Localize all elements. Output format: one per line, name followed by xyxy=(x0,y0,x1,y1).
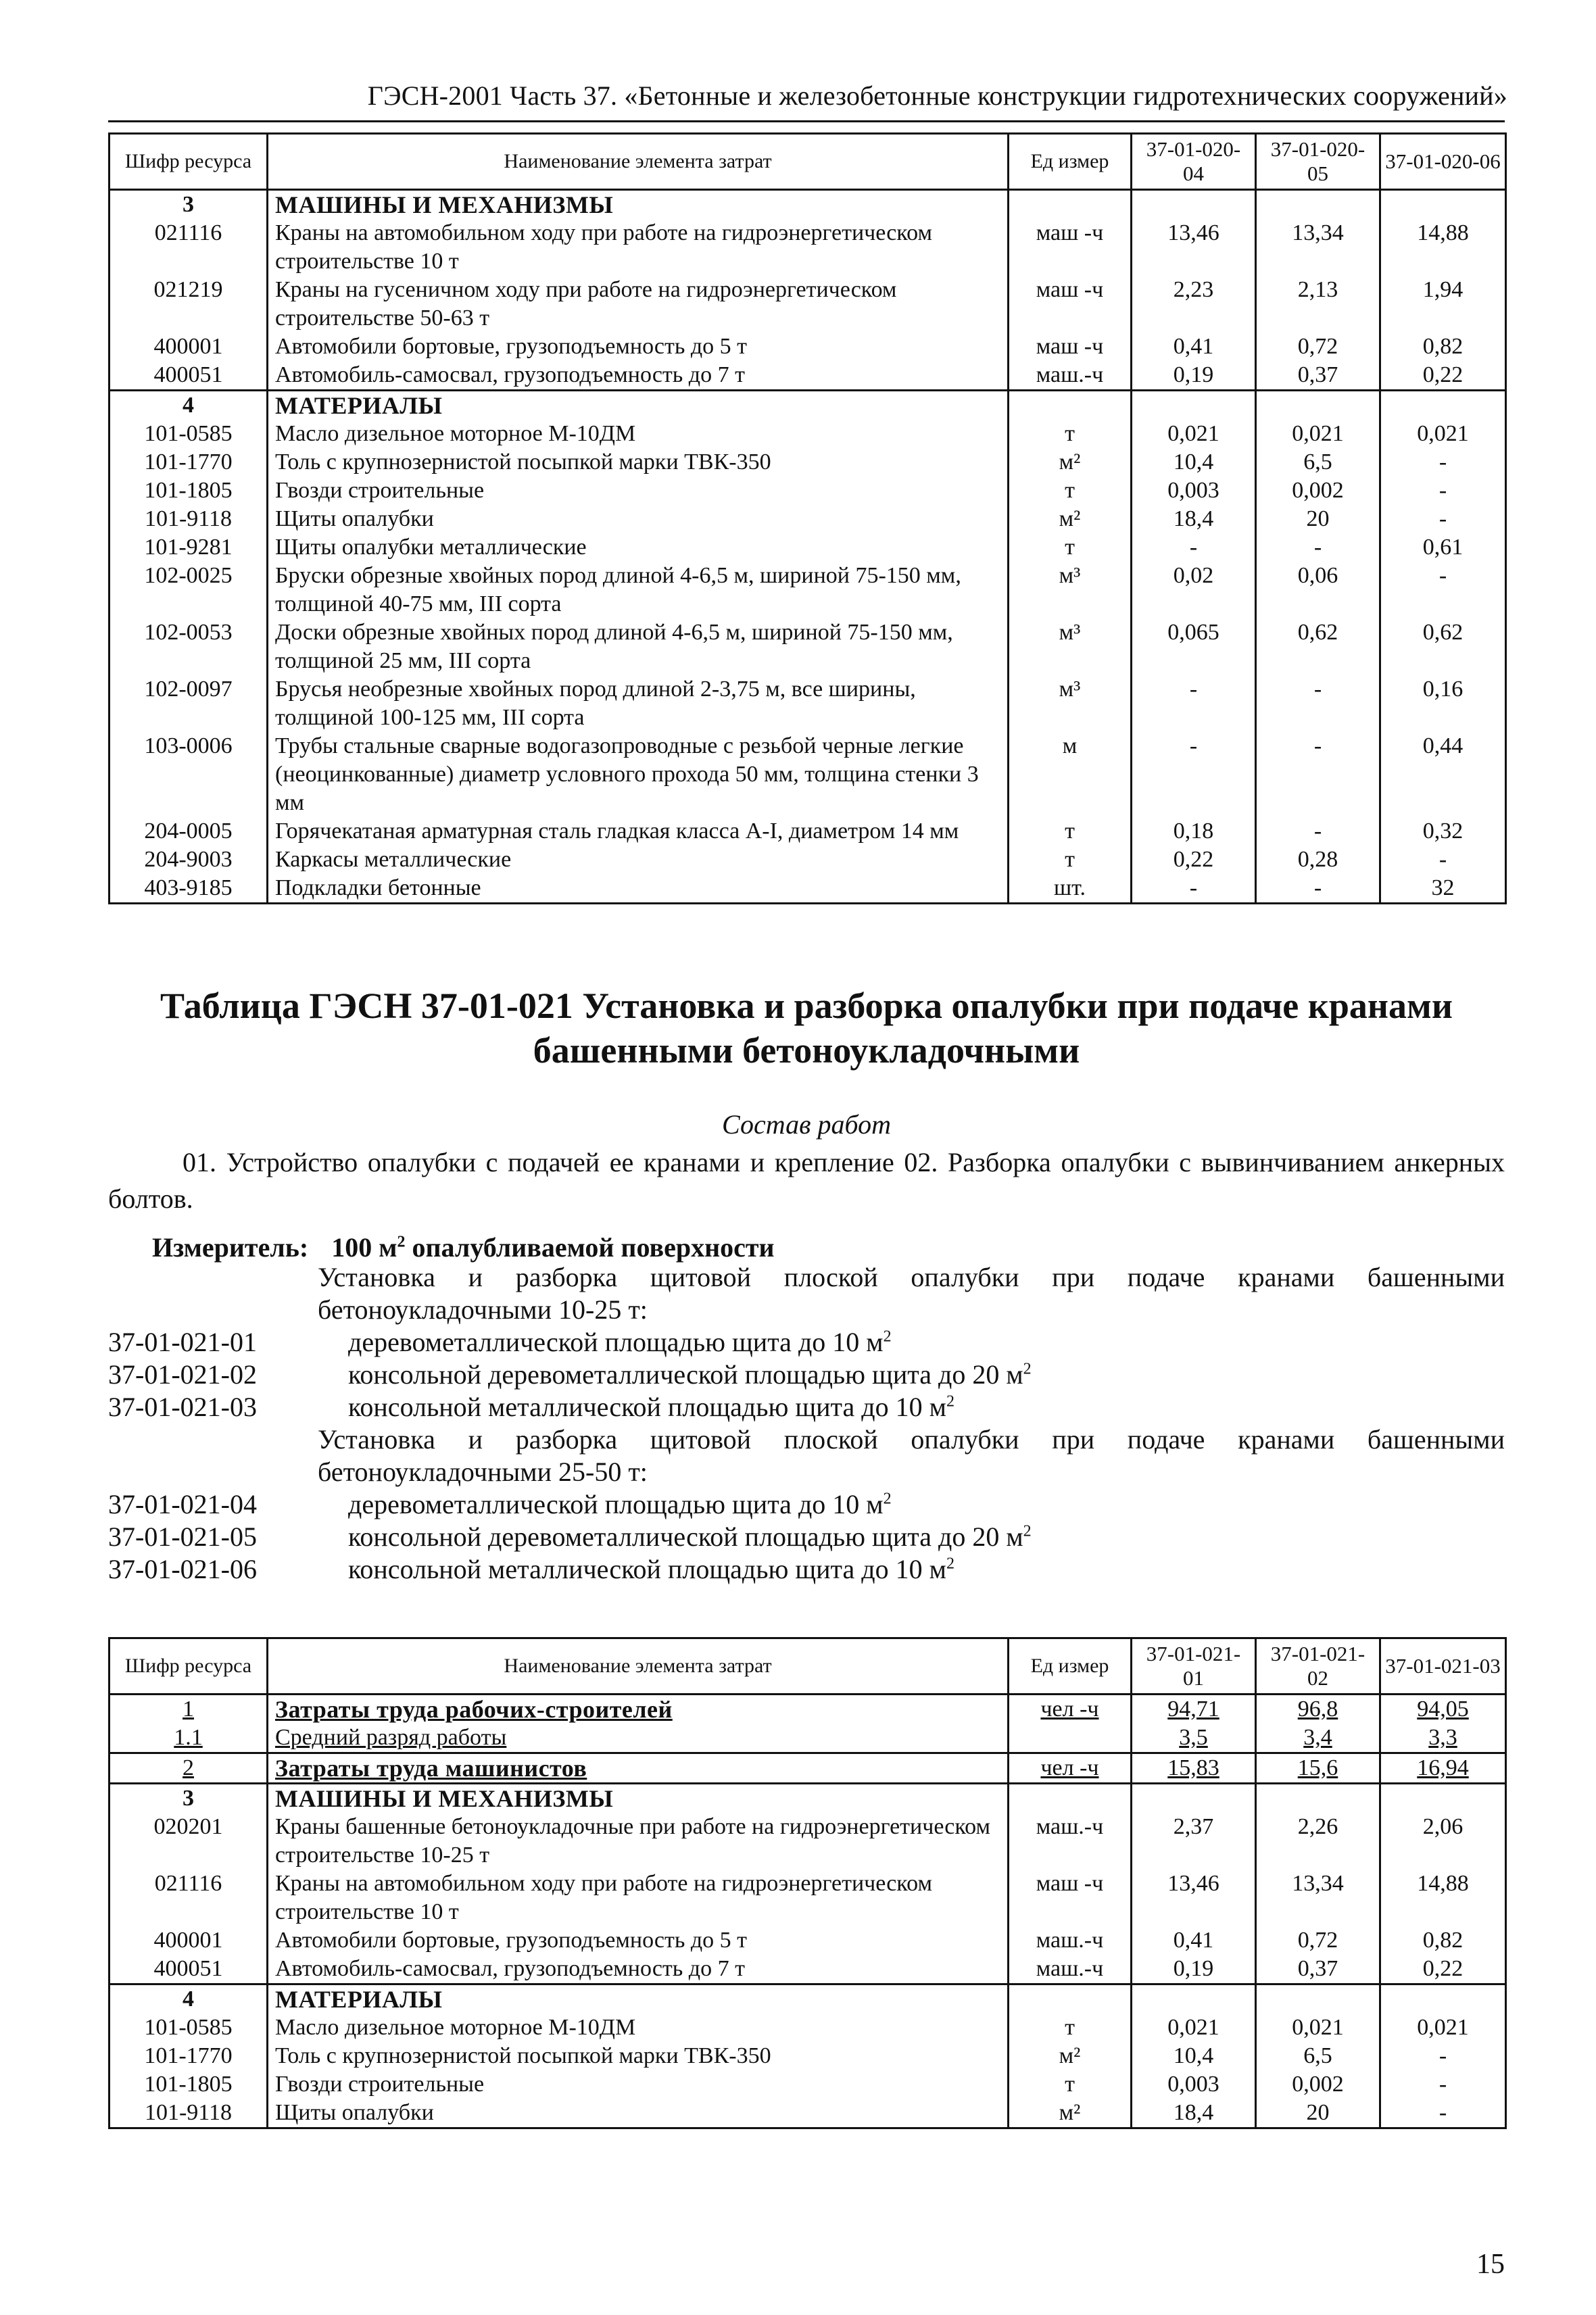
unit-cell: т xyxy=(1009,2014,1132,2042)
page-number: 15 xyxy=(1476,2249,1505,2280)
unit-cell: маш.-ч xyxy=(1009,361,1132,391)
value-cell xyxy=(1380,391,1506,420)
section-row xyxy=(110,190,1506,220)
table-row xyxy=(110,1870,1506,1926)
unit-cell: т xyxy=(1009,846,1132,874)
value-cell: - xyxy=(1132,874,1256,904)
resource-name: Средний разряд работы xyxy=(268,1724,1009,1753)
resource-name: Подкладки бетонные xyxy=(268,874,1009,904)
norm-desc: деревометаллической площадью щита до 10 $м^2$ xyxy=(348,1327,892,1357)
value-cell xyxy=(1256,190,1380,220)
unit-cell: маш -ч xyxy=(1009,1870,1132,1926)
value-cell: 0,72 xyxy=(1256,333,1380,361)
value-cell: 94,05 xyxy=(1380,1695,1506,1724)
resource-name: Доски обрезные хвойных пород длиной 4-6,5 м, шириной 75-150 мм, толщиной 25 мм, III сорта xyxy=(268,618,1009,675)
section-row xyxy=(110,1984,1506,2014)
resource-code: 021116 xyxy=(110,219,268,276)
table-row xyxy=(110,618,1506,675)
resource-code: 101-0585 xyxy=(110,420,268,448)
norm-line xyxy=(108,1391,954,1423)
resource-name: Бруски обрезные хвойных пород длиной 4-6,5 м, шириной 75-150 мм, толщиной 40-75 мм, III сорта xyxy=(268,562,1009,618)
col-header-unit: Ед измер xyxy=(1009,134,1132,190)
norm-code: 37-01-021-04 xyxy=(108,1489,257,1519)
value-cell: 0,61 xyxy=(1380,533,1506,562)
unit-cell: м xyxy=(1009,732,1132,817)
resource-code: 4 xyxy=(110,1984,268,2014)
unit-cell: т xyxy=(1009,2070,1132,2099)
value-cell: 2,26 xyxy=(1256,1813,1380,1870)
value-cell xyxy=(1132,391,1256,420)
table-row xyxy=(110,874,1506,904)
value-cell: 0,82 xyxy=(1380,1926,1506,1955)
value-cell: 0,82 xyxy=(1380,333,1506,361)
value-cell: - xyxy=(1380,477,1506,505)
unit-cell: м³ xyxy=(1009,562,1132,618)
resource-name: Автомобиль-самосвал, грузоподъемность до 7 т xyxy=(268,1955,1009,1984)
composition-text: 01. Устройство опалубки с подачей ее кранами и крепление 02. Разборка опалубки с вывинчиванием анкерных болтов. xyxy=(108,1147,1505,1214)
value-cell: 6,5 xyxy=(1256,448,1380,477)
value-cell: 0,62 xyxy=(1256,618,1380,675)
table-row xyxy=(110,477,1506,505)
resource-code: 3 xyxy=(110,1784,268,1813)
value-cell: 0,02 xyxy=(1132,562,1256,618)
resource-name: Толь с крупнозернистой посыпкой марки ТВК-350 xyxy=(268,2042,1009,2070)
unit-cell xyxy=(1009,190,1132,220)
col-header-norm-3: 37-01-020-06 xyxy=(1380,134,1506,190)
resource-code: 400001 xyxy=(110,1926,268,1955)
value-cell: 0,021 xyxy=(1132,420,1256,448)
value-cell: 0,021 xyxy=(1380,2014,1506,2042)
value-cell: 0,44 xyxy=(1380,732,1506,817)
value-cell: 0,37 xyxy=(1256,1955,1380,1984)
section-row xyxy=(110,1753,1506,1784)
resource-name: Масло дизельное моторное М-10ДМ xyxy=(268,2014,1009,2042)
resource-name: Краны на гусеничном ходу при работе на гидроэнергетическом строительстве 50-63 т xyxy=(268,276,1009,333)
col-header-code: Шифр ресурса xyxy=(110,1638,268,1695)
value-cell: - xyxy=(1256,817,1380,846)
value-cell: 0,22 xyxy=(1380,361,1506,391)
value-cell: 13,34 xyxy=(1256,219,1380,276)
value-cell: 0,22 xyxy=(1380,1955,1506,1984)
norm-code: 37-01-021-05 xyxy=(108,1521,257,1552)
resource-code: 020201 xyxy=(110,1813,268,1870)
norm-desc: консольной металлической площадью щита до 10 $м^2$ xyxy=(348,1554,954,1584)
value-cell: 0,06 xyxy=(1256,562,1380,618)
resource-name: Щиты опалубки металлические xyxy=(268,533,1009,562)
value-cell: - xyxy=(1380,2042,1506,2070)
resource-code: 400051 xyxy=(110,361,268,391)
resource-code: 204-0005 xyxy=(110,817,268,846)
composition-title: Состав работ xyxy=(722,1109,891,1140)
unit-cell: маш.-ч xyxy=(1009,1926,1132,1955)
table-header-row xyxy=(110,1638,1506,1695)
table-row xyxy=(110,420,1506,448)
table-row xyxy=(110,333,1506,361)
value-cell: 32 xyxy=(1380,874,1506,904)
unit-cell: т xyxy=(1009,477,1132,505)
unit-cell: м² xyxy=(1009,2042,1132,2070)
table-header-row xyxy=(110,134,1506,190)
meter-label: Измеритель: xyxy=(152,1232,309,1263)
value-cell xyxy=(1132,1784,1256,1813)
value-cell: 0,32 xyxy=(1380,817,1506,846)
table-row xyxy=(110,562,1506,618)
value-cell: 13,34 xyxy=(1256,1870,1380,1926)
value-cell: 10,4 xyxy=(1132,448,1256,477)
resource-code: 400051 xyxy=(110,1955,268,1984)
table-row xyxy=(110,276,1506,333)
resource-name: МАТЕРИАЛЫ xyxy=(268,391,1009,420)
value-cell: 2,37 xyxy=(1132,1813,1256,1870)
resource-code: 101-1805 xyxy=(110,477,268,505)
norm-line xyxy=(108,1359,1032,1391)
resource-code: 101-9118 xyxy=(110,505,268,533)
unit-cell: маш -ч xyxy=(1009,333,1132,361)
value-cell: 2,23 xyxy=(1132,276,1256,333)
table-row xyxy=(110,2070,1506,2099)
resource-code: 102-0097 xyxy=(110,675,268,732)
resource-name: МАТЕРИАЛЫ xyxy=(268,1984,1009,2014)
norm-desc: консольной деревометаллической площадью щита до 20 $м^2$ xyxy=(348,1359,1032,1390)
value-cell: 0,19 xyxy=(1132,361,1256,391)
value-cell: 3,3 xyxy=(1380,1724,1506,1753)
value-cell: 0,021 xyxy=(1256,2014,1380,2042)
norm-desc: деревометаллической площадью щита до 10 $м^2$ xyxy=(348,1489,892,1519)
unit-cell: маш -ч xyxy=(1009,219,1132,276)
unit-cell: т xyxy=(1009,533,1132,562)
norm-desc: консольной деревометаллической площадью щита до 20 $м^2$ xyxy=(348,1521,1032,1552)
resource-table-2 xyxy=(108,1637,1507,2129)
resource-code: 400001 xyxy=(110,333,268,361)
value-cell: - xyxy=(1132,675,1256,732)
resource-code: 2 xyxy=(110,1753,268,1784)
value-cell: 6,5 xyxy=(1256,2042,1380,2070)
norm-desc: консольной металлической площадью щита до 10 $м^2$ xyxy=(348,1392,954,1422)
table-row xyxy=(110,448,1506,477)
resource-code: 1.1 xyxy=(110,1724,268,1753)
value-cell: 0,002 xyxy=(1256,477,1380,505)
value-cell: 0,72 xyxy=(1256,1926,1380,1955)
value-cell: 3,4 xyxy=(1256,1724,1380,1753)
value-cell: 94,71 xyxy=(1132,1695,1256,1724)
resource-code: 101-9281 xyxy=(110,533,268,562)
norm-line xyxy=(108,1326,892,1359)
value-cell: 0,16 xyxy=(1380,675,1506,732)
norm-code: 37-01-021-06 xyxy=(108,1554,257,1584)
resource-name: МАШИНЫ И МЕХАНИЗМЫ xyxy=(268,190,1009,220)
value-cell: 0,021 xyxy=(1380,420,1506,448)
value-cell: 0,62 xyxy=(1380,618,1506,675)
table-row xyxy=(110,533,1506,562)
value-cell: 0,19 xyxy=(1132,1955,1256,1984)
resource-name: Краны башенные бетоноукладочные при работе на гидроэнергетическом строительстве 10-25 т xyxy=(268,1813,1009,1870)
value-cell xyxy=(1380,190,1506,220)
value-cell: 10,4 xyxy=(1132,2042,1256,2070)
unit-cell: м² xyxy=(1009,505,1132,533)
value-cell xyxy=(1256,1984,1380,2014)
col-header-code: Шифр ресурса xyxy=(110,134,268,190)
table-row xyxy=(110,846,1506,874)
resource-name: Автомобили бортовые, грузоподъемность до 5 т xyxy=(268,1926,1009,1955)
value-cell xyxy=(1380,1984,1506,2014)
value-cell: - xyxy=(1380,2099,1506,2128)
unit-cell: м³ xyxy=(1009,675,1132,732)
resource-code: 403-9185 xyxy=(110,874,268,904)
unit-cell: маш.-ч xyxy=(1009,1813,1132,1870)
value-cell: - xyxy=(1380,2070,1506,2099)
section-row xyxy=(110,391,1506,420)
value-cell: - xyxy=(1256,533,1380,562)
norm-line xyxy=(108,1521,1032,1553)
unit-cell: маш.-ч xyxy=(1009,1955,1132,1984)
col-header-unit: Ед измер xyxy=(1009,1638,1132,1695)
value-cell xyxy=(1132,1984,1256,2014)
col-header-norm-2: 37-01-020-05 xyxy=(1256,134,1380,190)
value-cell xyxy=(1256,391,1380,420)
value-cell: - xyxy=(1380,505,1506,533)
value-cell: 0,003 xyxy=(1132,2070,1256,2099)
resource-name: Горячекатаная арматурная сталь гладкая класса А-I, диаметром 14 мм xyxy=(268,817,1009,846)
value-cell: 3,5 xyxy=(1132,1724,1256,1753)
value-cell: 15,6 xyxy=(1256,1753,1380,1784)
table-row xyxy=(110,1813,1506,1870)
resource-name: МАШИНЫ И МЕХАНИЗМЫ xyxy=(268,1784,1009,1813)
resource-code: 101-1770 xyxy=(110,448,268,477)
col-header-norm-1: 37-01-021-01 xyxy=(1132,1638,1256,1695)
meter-value-sup: 2 xyxy=(397,1233,406,1251)
value-cell: 13,46 xyxy=(1132,1870,1256,1926)
value-cell: 20 xyxy=(1256,505,1380,533)
resource-name: Масло дизельное моторное М-10ДМ xyxy=(268,420,1009,448)
value-cell: 0,065 xyxy=(1132,618,1256,675)
unit-cell: т xyxy=(1009,817,1132,846)
table-row xyxy=(110,1926,1506,1955)
value-cell: 0,41 xyxy=(1132,333,1256,361)
value-cell xyxy=(1380,1784,1506,1813)
resource-name: Гвозди строительные xyxy=(268,477,1009,505)
value-cell: 0,18 xyxy=(1132,817,1256,846)
unit-cell: маш -ч xyxy=(1009,276,1132,333)
table-row xyxy=(110,732,1506,817)
value-cell: - xyxy=(1380,448,1506,477)
table-row xyxy=(110,2042,1506,2070)
section-row xyxy=(110,1695,1506,1724)
table-row xyxy=(110,1955,1506,1984)
resource-code: 101-0585 xyxy=(110,2014,268,2042)
resource-name: Затраты труда рабочих-строителей xyxy=(268,1695,1009,1724)
value-cell: 0,021 xyxy=(1132,2014,1256,2042)
value-cell: - xyxy=(1256,874,1380,904)
value-cell: 16,94 xyxy=(1380,1753,1506,1784)
resource-code: 1 xyxy=(110,1695,268,1724)
value-cell: 0,22 xyxy=(1132,846,1256,874)
group-intro-1: Установка и разборка щитовой плоской опалубки при подаче кранами башенными бетоноукладочными 10-25 т: xyxy=(318,1262,1505,1325)
resource-code: 102-0053 xyxy=(110,618,268,675)
col-header-name: Наименование элемента затрат xyxy=(268,1638,1009,1695)
value-cell: 18,4 xyxy=(1132,505,1256,533)
value-cell: 0,021 xyxy=(1256,420,1380,448)
resource-code: 102-0025 xyxy=(110,562,268,618)
value-cell: - xyxy=(1380,562,1506,618)
value-cell: - xyxy=(1256,732,1380,817)
table-row xyxy=(110,505,1506,533)
value-cell: 14,88 xyxy=(1380,1870,1506,1926)
unit-cell xyxy=(1009,391,1132,420)
resource-code: 3 xyxy=(110,190,268,220)
resource-name: Краны на автомобильном ходу при работе на гидроэнергетическом строительстве 10 т xyxy=(268,219,1009,276)
unit-cell xyxy=(1009,1984,1132,2014)
resource-name: Толь с крупнозернистой посыпкой марки ТВК-350 xyxy=(268,448,1009,477)
value-cell: 20 xyxy=(1256,2099,1380,2128)
value-cell: 96,8 xyxy=(1256,1695,1380,1724)
value-cell: 13,46 xyxy=(1132,219,1256,276)
resource-name: Затраты труда машинистов xyxy=(268,1753,1009,1784)
unit-cell: чел -ч xyxy=(1009,1753,1132,1784)
header-rule xyxy=(108,120,1505,122)
unit-cell: чел -ч xyxy=(1009,1695,1132,1724)
section-row xyxy=(110,1724,1506,1753)
resource-code: 204-9003 xyxy=(110,846,268,874)
value-cell: 2,13 xyxy=(1256,276,1380,333)
unit-cell: м² xyxy=(1009,2099,1132,2128)
table-row xyxy=(110,361,1506,391)
value-cell: 0,002 xyxy=(1256,2070,1380,2099)
running-header: ГЭСН-2001 Часть 37. «Бетонные и железобетонные конструкции гидротехнических сооружений» xyxy=(367,80,1507,111)
value-cell: 15,83 xyxy=(1132,1753,1256,1784)
resource-name: Щиты опалубки xyxy=(268,2099,1009,2128)
meter-value: 100 м xyxy=(331,1232,397,1263)
resource-code: 101-1770 xyxy=(110,2042,268,2070)
value-cell: 14,88 xyxy=(1380,219,1506,276)
value-cell: - xyxy=(1256,675,1380,732)
value-cell: 1,94 xyxy=(1380,276,1506,333)
resource-name: Гвозди строительные xyxy=(268,2070,1009,2099)
value-cell: - xyxy=(1132,533,1256,562)
resource-code: 103-0006 xyxy=(110,732,268,817)
unit-cell xyxy=(1009,1724,1132,1753)
resource-code: 021219 xyxy=(110,276,268,333)
col-header-norm-1: 37-01-020-04 xyxy=(1132,134,1256,190)
value-cell: 0,28 xyxy=(1256,846,1380,874)
unit-cell: шт. xyxy=(1009,874,1132,904)
table-row xyxy=(110,817,1506,846)
value-cell: 2,06 xyxy=(1380,1813,1506,1870)
table-row xyxy=(110,2099,1506,2128)
meter-line xyxy=(152,1232,775,1263)
value-cell xyxy=(1132,190,1256,220)
value-cell: 0,003 xyxy=(1132,477,1256,505)
section-row xyxy=(110,1784,1506,1813)
group-intro-2: Установка и разборка щитовой плоской опалубки при подаче кранами башенными бетоноукладочными 25-50 т: xyxy=(318,1424,1505,1487)
value-cell: - xyxy=(1380,846,1506,874)
table-title: Таблица ГЭСН 37-01-021 Установка и разборка опалубки при подаче кранами башенными бетоноукладочными xyxy=(160,985,1453,1071)
table-row xyxy=(110,675,1506,732)
table-row xyxy=(110,2014,1506,2042)
table-row xyxy=(110,219,1506,276)
resource-code: 101-9118 xyxy=(110,2099,268,2128)
resource-name: Каркасы металлические xyxy=(268,846,1009,874)
norm-code: 37-01-021-03 xyxy=(108,1392,257,1422)
value-cell: 0,37 xyxy=(1256,361,1380,391)
resource-code: 021116 xyxy=(110,1870,268,1926)
resource-name: Автомобиль-самосвал, грузоподъемность до 7 т xyxy=(268,361,1009,391)
value-cell: 0,41 xyxy=(1132,1926,1256,1955)
unit-cell: м² xyxy=(1009,448,1132,477)
value-cell: - xyxy=(1132,732,1256,817)
meter-value-suffix: опалубливаемой поверхности xyxy=(405,1232,775,1263)
resource-name: Краны на автомобильном ходу при работе на гидроэнергетическом строительстве 10 т xyxy=(268,1870,1009,1926)
norm-line xyxy=(108,1488,892,1521)
unit-cell: т xyxy=(1009,420,1132,448)
value-cell: 18,4 xyxy=(1132,2099,1256,2128)
col-header-norm-2: 37-01-021-02 xyxy=(1256,1638,1380,1695)
norm-line xyxy=(108,1553,954,1586)
resource-name: Щиты опалубки xyxy=(268,505,1009,533)
unit-cell: м³ xyxy=(1009,618,1132,675)
resource-name: Брусья необрезные хвойных пород длиной 2-3,75 м, все ширины, толщиной 100-125 мм, III сорта xyxy=(268,675,1009,732)
unit-cell xyxy=(1009,1784,1132,1813)
norm-code: 37-01-021-02 xyxy=(108,1359,257,1390)
resource-code: 4 xyxy=(110,391,268,420)
norm-code: 37-01-021-01 xyxy=(108,1327,257,1357)
resource-name: Автомобили бортовые, грузоподъемность до 5 т xyxy=(268,333,1009,361)
col-header-name: Наименование элемента затрат xyxy=(268,134,1009,190)
col-header-norm-3: 37-01-021-03 xyxy=(1380,1638,1506,1695)
value-cell xyxy=(1256,1784,1380,1813)
resource-code: 101-1805 xyxy=(110,2070,268,2099)
resource-name: Трубы стальные сварные водогазопроводные с резьбой черные легкие (неоцинкованные) диаметр условного прохода 50 мм, толщина стенки 3 мм xyxy=(268,732,1009,817)
resource-table-1 xyxy=(108,132,1507,904)
